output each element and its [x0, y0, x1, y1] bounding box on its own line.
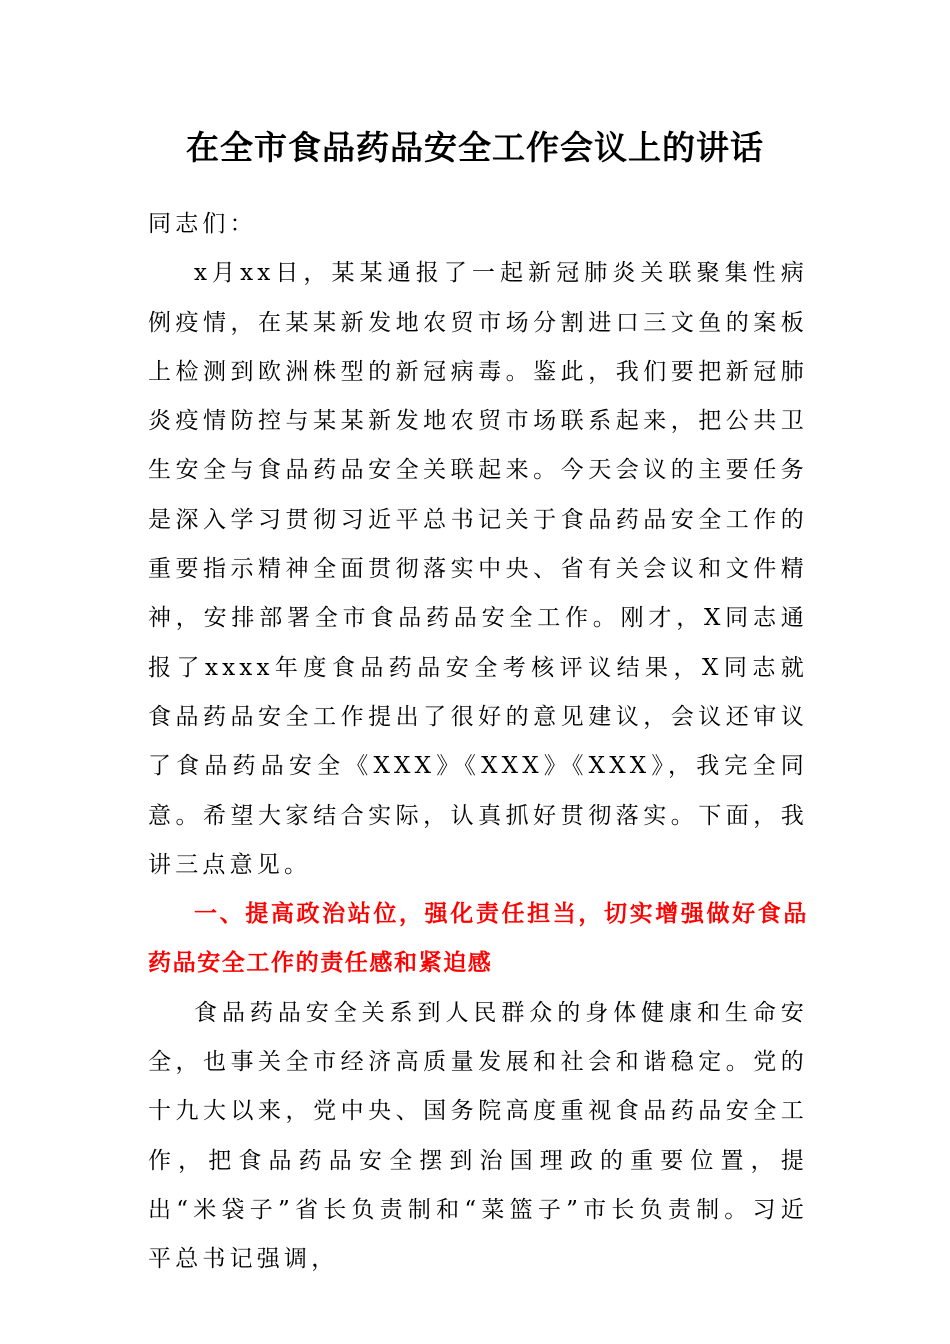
- paragraph-2: 食品药品安全关系到人民群众的身体健康和生命安全，也事关全市经济高质量发展和社会和谐稳定。党的十九大以来，党中央、国务院高度重视食品药品安全工作，把食品药品安全摆到治国理政的重要位置，提出“米袋子”省长负责制和“菜篮子”市长负责制。习近平总书记强调，: [148, 999, 808, 1273]
- paragraph-1: x月xx日，某某通报了一起新冠肺炎关联聚集性病例疫情，在某某新发地农贸市场分割进口三文鱼的案板上检测到欧洲株型的新冠病毒。鉴此，我们要把新冠肺炎疫情防控与某某新发地农贸市场联系起来，把公共卫生安全与食品药品安全关联起来。今天会议的主要任务是深入学习贯彻习近平总书记关于食品药品安全工作的重要指示精神全面贯彻落实中央、省有关会议和文件精神，安排部署全市食品药品安全工作。刚才，X同志通报了xxxx年度食品药品安全考核评议结果，X同志就食品药品安全工作提出了很好的意见建议，会议还审议了食品药品安全《XXX》《XXX》《XXX》，我完全同意。希望大家结合实际，认真抓好贯彻落实。下面，我讲三点意见。: [148, 260, 808, 878]
- section-heading-1: 一、提高政治站位，强化责任担当，切实增强做好食品药品安全工作的责任感和紧迫感: [148, 901, 808, 977]
- document-body: [148, 200, 808, 1285]
- salutation: 同志们：: [148, 211, 257, 237]
- document-title: 在全市食品药品安全工作会议上的讲话: [186, 128, 764, 167]
